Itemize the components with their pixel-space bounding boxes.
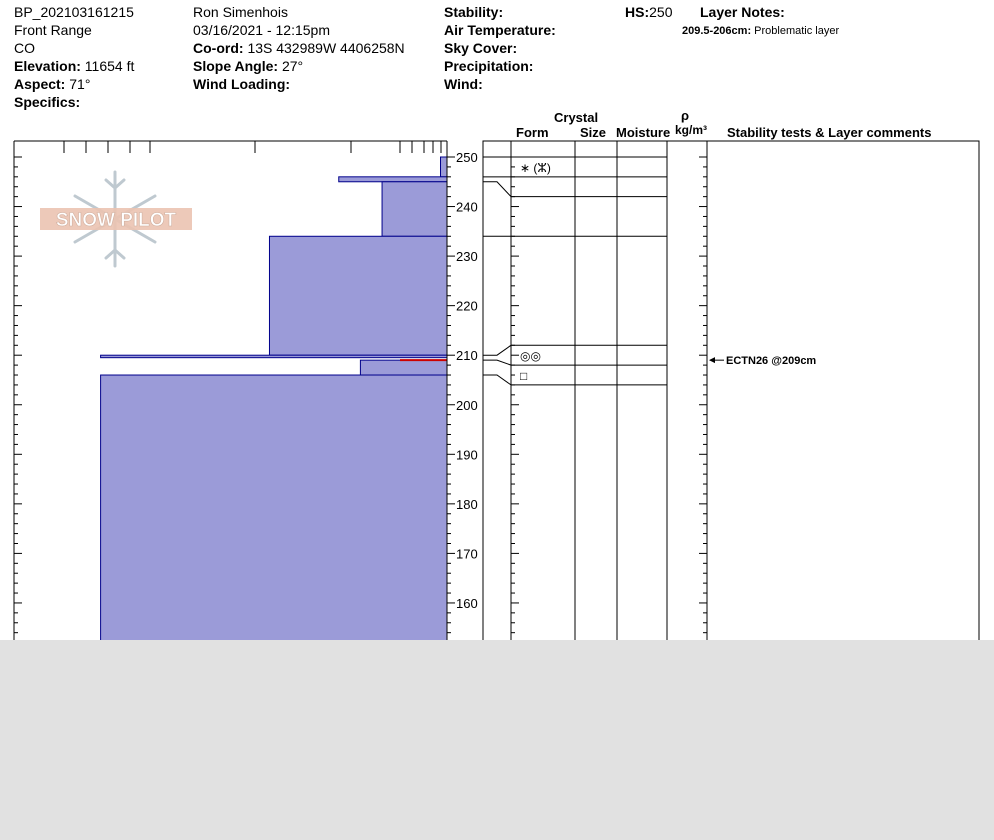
empty-area [0, 640, 994, 840]
layer-note-text: Problematic layer [754, 25, 840, 37]
wind-label: Wind: [444, 76, 483, 92]
form-header: Form [516, 125, 549, 140]
hardness-layer-4 [101, 355, 447, 357]
wind-loading-label: Wind Loading: [193, 76, 291, 92]
layer-notes-label: Layer Notes: [700, 4, 785, 20]
grain-form-symbol: ∗ (ⵣ) [520, 160, 551, 175]
height-tick-label: 170 [456, 546, 478, 562]
layer-note-range: 209.5-206cm: [682, 25, 752, 37]
air-temp-label: Air Temperature: [444, 22, 556, 38]
hs-value: 250 [649, 4, 673, 20]
height-tick-label: 220 [456, 298, 478, 314]
height-tick-label: 190 [456, 447, 478, 463]
hardness-layer-3 [269, 236, 447, 355]
grain-table-frame [483, 141, 979, 640]
hardness-layer-7 [101, 375, 447, 640]
stability-label: Stability: [444, 4, 504, 20]
grain-form-symbol: ◎◎ [520, 349, 541, 364]
sky-cover-label: Sky Cover: [444, 40, 518, 56]
precipitation-label: Precipitation: [444, 58, 534, 74]
coord-value: 13S 432989W 4406258N [247, 40, 405, 56]
aspect-label: Aspect: [14, 76, 66, 92]
hardness-layer-0 [441, 157, 447, 177]
elevation-label: Elevation: [14, 58, 81, 74]
hardness-layer-2 [382, 182, 447, 237]
comments-header: Stability tests & Layer comments [727, 125, 932, 140]
height-tick-label: 200 [456, 397, 478, 413]
hs-label: HS: [625, 4, 650, 20]
crystal-header: Crystal [554, 110, 599, 125]
height-tick-label: 250 [456, 150, 478, 165]
height-tick-label: 240 [456, 199, 478, 215]
height-tick-label: 160 [456, 595, 478, 611]
rho-header: ρ [681, 108, 690, 123]
hardness-layer-1 [339, 177, 447, 182]
snowpilot-logo [40, 172, 192, 266]
profile-id: BP_202103161215 [14, 4, 134, 20]
slope-label: Slope Angle: [193, 58, 279, 74]
height-tick-label: 180 [456, 496, 478, 512]
moisture-header: Moisture [616, 125, 671, 140]
aspect-value: 71° [69, 76, 91, 92]
grain-table [483, 141, 979, 640]
hardness-layer-6 [360, 360, 447, 375]
observer: Ron Simenhois [193, 4, 288, 20]
coord-label: Co-ord: [193, 40, 244, 56]
density-unit-header: kg/m³ [675, 123, 708, 137]
size-header: Size [580, 125, 607, 140]
stability-test-label: ECTN26 @209cm [726, 355, 817, 368]
elevation-value: 11654 ft [84, 58, 135, 74]
height-tick-label: 230 [456, 249, 478, 265]
grain-form-symbol: □ [520, 369, 528, 384]
stability-tests [709, 355, 816, 367]
range-name: Front Range [14, 22, 92, 38]
stability-test-arrowhead [709, 357, 715, 363]
logo-text: SNOW PILOT [55, 210, 177, 231]
height-tick-label: 210 [456, 348, 478, 364]
datetime: 03/16/2021 - 12:15pm [193, 22, 330, 38]
specifics-label: Specifics: [14, 94, 81, 110]
slope-value: 27° [281, 58, 304, 74]
state-name: CO [14, 40, 35, 56]
